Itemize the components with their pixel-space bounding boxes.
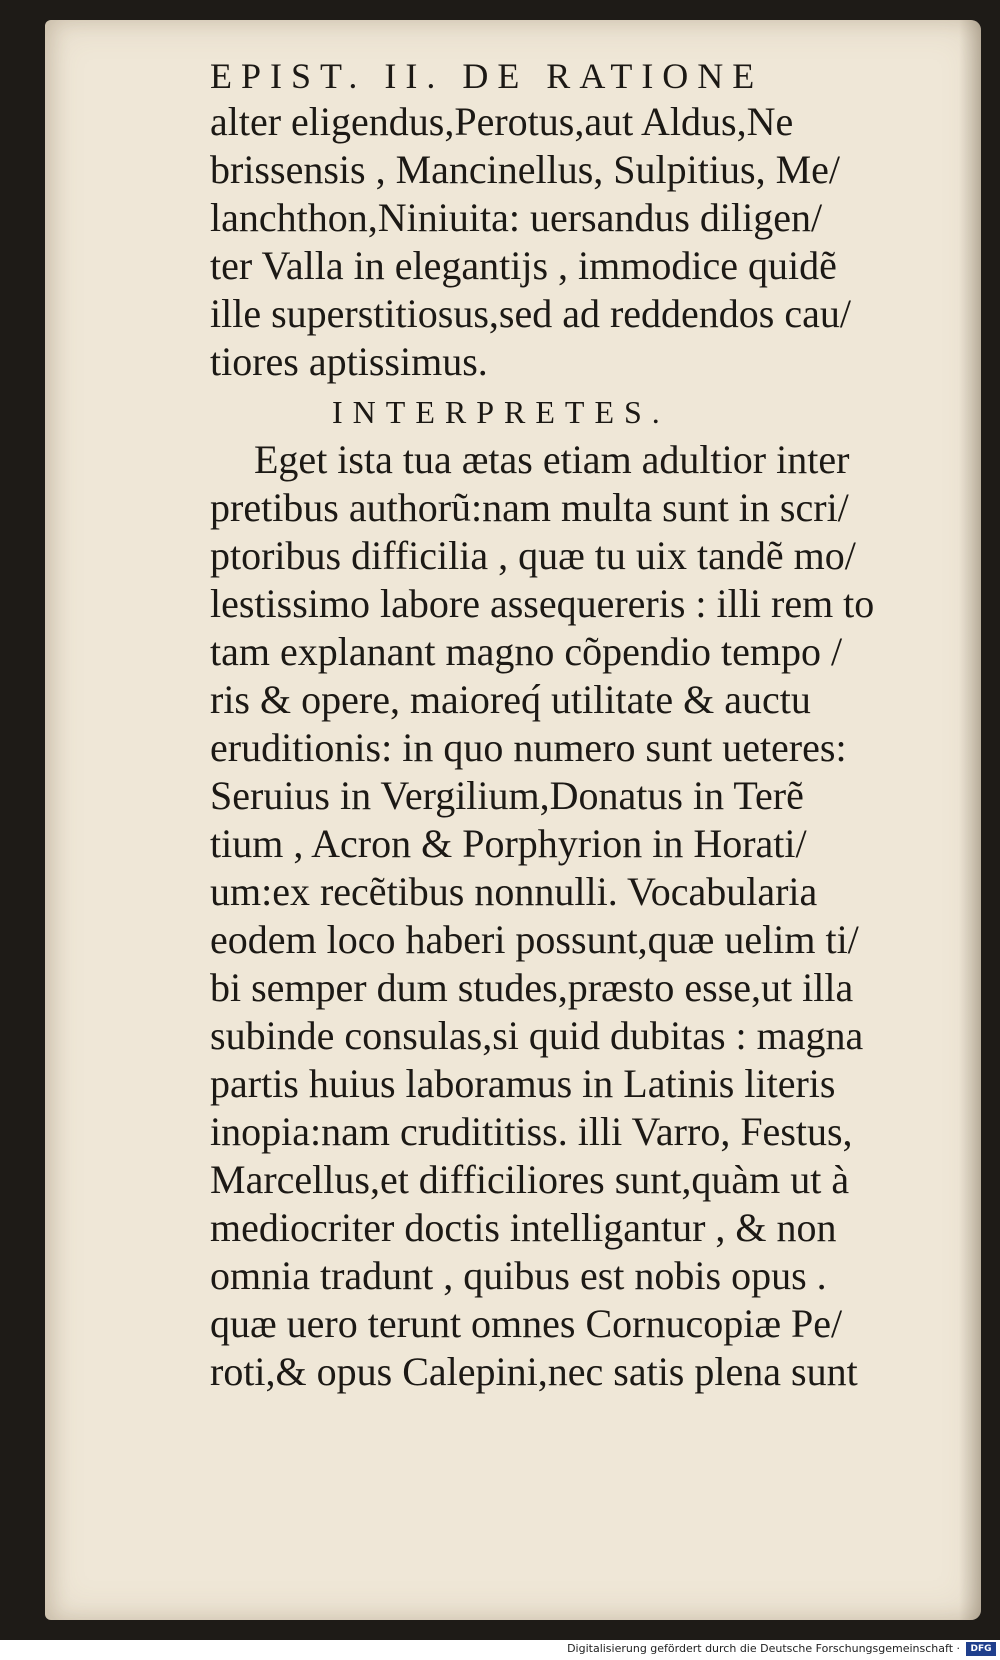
text-line: mediocriter doctis intelligantur , & non: [210, 1205, 837, 1250]
text-line: tiores aptissimus.: [210, 339, 488, 384]
text-line: partis huius laboramus in Latinis literis: [210, 1061, 836, 1106]
funding-credit: Digitalisierung gefördert durch die Deutsche Forschungsgemeinschaft ·: [567, 1642, 960, 1655]
text-line: ris & opere, maioreq́ utilitate & auctu: [210, 677, 811, 722]
page-text: [210, 54, 940, 1396]
footer-bar: [0, 1640, 1000, 1660]
text-line: lanchthon,Niniuita: uersandus diligen/: [210, 195, 823, 240]
text-line: subinde consulas,si quid dubitas : magna: [210, 1013, 864, 1058]
text-line: quæ uero terunt omnes Cornucopiæ Pe/: [210, 1301, 843, 1346]
page-edge-shadow: [959, 20, 981, 1620]
section-heading: INTERPRETES.: [332, 394, 670, 430]
text-line: ptoribus difficilia , quæ tu uix tandẽ mo/: [210, 533, 856, 578]
text-line: inopia:nam crudititiss. illi Varro, Festus,: [210, 1109, 853, 1154]
text-line: lestissimo labore assequereris : illi rem to: [210, 581, 875, 626]
text-line: alter eligendus,Perotus,aut Aldus,Ne: [210, 99, 794, 144]
text-line: um:ex recẽtibus nonnulli. Vocabularia: [210, 869, 818, 914]
dfg-logo: DFG: [966, 1642, 996, 1656]
running-head: EPIST. II. DE RATIONE: [210, 56, 764, 96]
text-line: Marcellus,et difficiliores sunt,quàm ut à: [210, 1157, 850, 1202]
text-line: Eget ista tua ætas etiam adultior inter: [254, 437, 850, 482]
text-line: ille superstitiosus,sed ad reddendos cau/: [210, 291, 851, 336]
text-line: eruditionis: in quo numero sunt ueteres:: [210, 725, 847, 770]
text-line: tium , Acron & Porphyrion in Horati/: [210, 821, 807, 866]
text-line: pretibus authorũ:nam multa sunt in scri/: [210, 485, 849, 530]
text-line: brissensis , Mancinellus, Sulpitius, Me/: [210, 147, 840, 192]
text-line: tam explanant magno cõpendio tempo /: [210, 629, 843, 674]
text-line: eodem loco haberi possunt,quæ uelim ti/: [210, 917, 859, 962]
text-line: Seruius in Vergilium,Donatus in Terẽ: [210, 773, 804, 818]
text-line: ter Valla in elegantijs , immodice quidẽ: [210, 243, 837, 288]
text-line: bi semper dum studes,præsto esse,ut illa: [210, 965, 854, 1010]
text-line: omnia tradunt , quibus est nobis opus .: [210, 1253, 827, 1298]
text-line: roti,& opus Calepini,nec satis plena sunt: [210, 1349, 858, 1394]
